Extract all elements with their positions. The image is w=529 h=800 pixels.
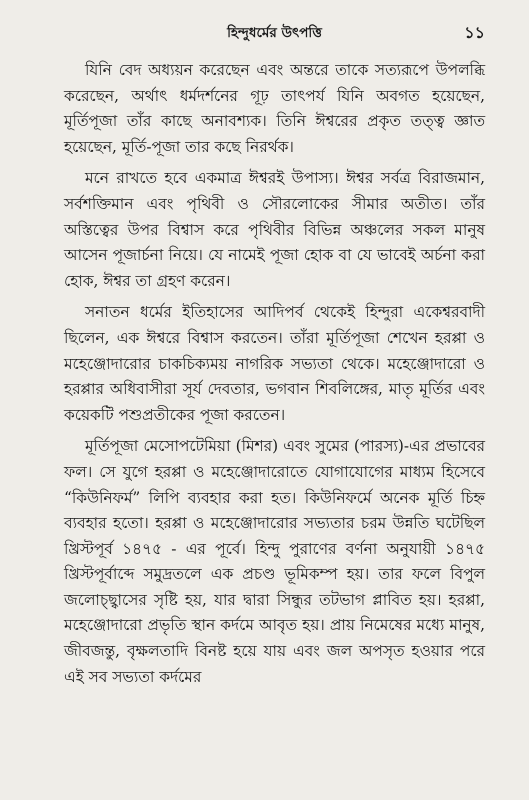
paragraph-1: যিনি বেদ অধ্যয়ন করেছেন এবং অন্তরে তাকে সত্যরূপে উপলব্ধি করেছেন, অর্থাৎ ধর্মদর্শনের গূঢ় তাৎপর্য যিনি অবগত হয়েছেন, মূর্তিপূজা তাঁর কাছে অনাবশ্যক। তিনি ঈশ্বরের প্রকৃত তত্ত্ব জ্ঞাত হয়েছেন, মূর্তি-পূজা তার কছে নিরর্থক। [64, 61, 485, 156]
paragraph-2: মনে রাখতে হবে একমাত্র ঈশ্বরই উপাস্য। ঈশ্বর সর্বত্র বিরাজমান, সর্বশক্তিমান এবং পৃথিবী ও সৌরলোকের সীমার অতীত। তাঁর অস্তিত্বের উপর বিশ্বাস করে পৃথিবীর বিভিন্ন অঞ্চলের সকল মানুষ আসেন পূজার্চনা নিয়ে। যে নামেই পূজা হোক বা যে ভাবেই অর্চনা করা হোক, ঈশ্বর তা গ্রহণ করেন। [64, 169, 485, 290]
body-text [64, 58, 485, 690]
paragraph-4: মূর্তিপূজা মেসোপটেমিয়া (মিশর) এবং সুমের (পারস্য)-এর প্রভাবের ফল। সে যুগে হরপ্পা ও মহেঞ্জোদারোতে যোগাযোগের মাধ্যম হিসেবে “কিউনিফর্ম” লিপি ব্যবহার করা হত। কিউনিফর্মে অনেক মূর্তি চিহ্ন ব্যবহার হতো। হরপ্পা ও মহেঞ্জোদারোর সভ্যতার চরম উন্নতি ঘটেছিল খ্রিস্টপূর্ব ১৪৭৫ - এর পূর্বে। হিন্দু পুরাণের বর্ণনা অনুযায়ী ১৪৭৫ খ্রিস্টপূর্বাব্দে সমুদ্রতলে এক প্রচণ্ড ভূমিকম্প হয়। তার ফলে বিপুল জলোচ্ছ্বাসের সৃষ্টি হয়, যার দ্বারা সিন্ধুর তটভাগ প্লাবিত হয়। হরপ্পা, মহেঞ্জোদারো প্রভৃতি স্থান কর্দমে আবৃত হয়। প্রায় নিমেষের মধ্যে মানুষ, জীবজন্তু, বৃক্ষলতাদি বিনষ্ট হয়ে যায় এবং জল অপসৃত হওয়ার পরে এই সব সভ্যতা কর্দমের [64, 437, 485, 686]
page-number: ১১ [464, 23, 485, 42]
page-header [64, 20, 485, 58]
paragraph-3: সনাতন ধর্মের ইতিহাসের আদিপর্ব থেকেই হিন্দুরা একেশ্বরবাদী ছিলেন, এক ঈশ্বরে বিশ্বাস করতেন। তাঁরা মূর্তিপূজা শেখেন হরপ্পা ও মহেঞ্জোদারোর চাকচিক্যময় নাগরিক সভ্যতা থেকে। মহেঞ্জোদারো ও হরপ্পার অধিবাসীরা সূর্য দেবতার, ভগবান শিবলিঙ্গের, মাতৃ মূর্তির এবং কয়েকটি পশুপ্রতীকের পূজা করতেন। [64, 303, 485, 424]
running-head: হিন্দুধর্মের উৎপত্তি [227, 25, 322, 41]
